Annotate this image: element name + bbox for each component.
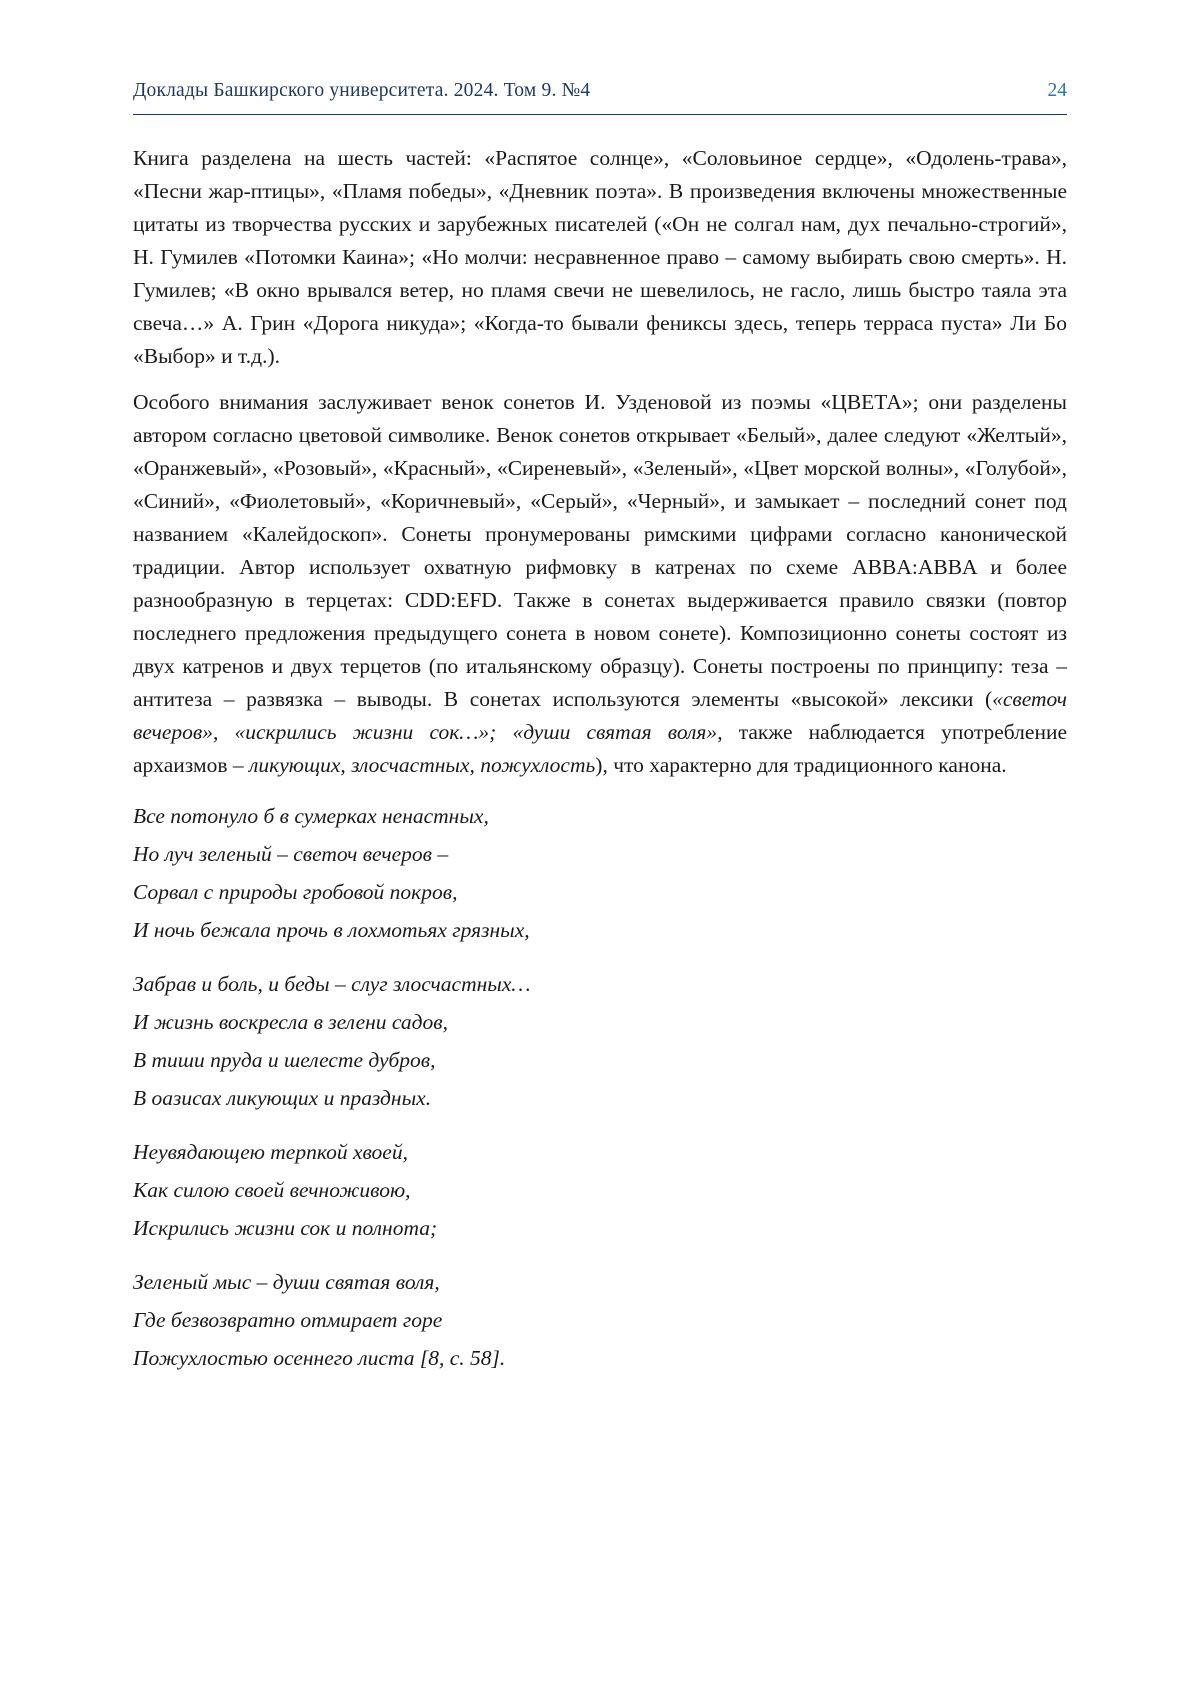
poem-line: Искрились жизни сок и полнота; [133,1216,438,1240]
poem-stanza [133,1263,1067,1377]
poem-line: Где безвозвратно отмирает горе [133,1308,443,1332]
poem-line: В оазисах ликующих и праздных. [133,1086,432,1110]
poem-line: И ночь бежала прочь в лохмотьях грязных, [133,918,530,942]
poem-line: Все потонуло б в сумерках ненастных, [133,804,489,828]
page-body [133,115,1067,1377]
text-run: , также наблюдается употребление архаизмов – [133,720,1067,777]
emphasis-text: «светоч вечеров», «искрились жизни сок…»; «души святая воля» [133,687,1067,744]
text-run: Особого внимания заслуживает венок сонетов И. Узденовой из поэмы «ЦВЕТА»; они разделены автором согласно цветовой символике. Венок сонетов открывает «Белый», далее следуют «Желтый», «Оранжевый», «Розовый», «Красный», «Сиреневый», «Зеленый», «Цвет морской волны», «Голубой», «Синий», «Фиолетовый», «Коричневый», «Серый», «Черный», и замыкает – последний сонет под названием «Калейдоскоп». Сонеты пронумерованы римскими цифрами согласно канонической традиции. Автор использует охватную рифмовку в катренах по схеме ABBA:ABBA и более разнообразную в терцетах: CDD:EFD. Также в сонетах выдерживается правило связки (повтор последнего предложения предыдущего сонета в новом сонете). Композиционно сонеты состоят из двух катренов и двух терцетов (по итальянскому образцу). Сонеты построены по принципу: теза – антитеза – развязка – выводы. В сонетах используются элементы «высокой» лексики ( [133,390,1067,711]
poem-line: Забрав и боль, и беды – слуг злосчастных… [133,972,531,996]
emphasis-text: ликующих, злосчастных, пожухлость [249,753,596,777]
poem-line: Неувядающею терпкой хвоей, [133,1140,408,1164]
poem-line: Но луч зеленый – светоч вечеров – [133,842,449,866]
poem-line: Пожухлостью осеннего листа [8, с. 58]. [133,1346,506,1370]
poem [133,797,1067,1377]
paragraph-sonnets [133,386,1067,782]
poem-line: И жизнь воскресла в зелени садов, [133,1010,448,1034]
poem-stanza [133,797,1067,949]
page-number: 24 [1047,80,1067,101]
poem-line: Как силою своей вечноживою, [133,1178,411,1202]
page-header [133,80,1067,115]
journal-title: Доклады Башкирского университета. 2024. Том 9. №4 [133,80,591,101]
poem-stanza [133,965,1067,1117]
paragraph-book-parts: Книга разделена на шесть частей: «Распятое солнце», «Соловьиное сердце», «Одолень-трава», «Песни жар-птицы», «Пламя победы», «Дневник поэта». В произведения включены множественные цитаты из творчества русских и зарубежных писателей («Он не солгал нам, дух печально-строгий», Н. Гумилев «Потомки Каина»; «Но молчи: несравненное право – самому выбирать свою смерть». Н. Гумилев; «В окно врывался ветер, но пламя свечи не шевелилось, не гасло, лишь быстро таяла эта свеча…» А. Грин «Дорога никуда»; «Когда-то бывали фениксы здесь, теперь терраса пуста» Ли Бо «Выбор» и т.д.). [133,146,1067,368]
poem-line: В тиши пруда и шелесте дубров, [133,1048,436,1072]
poem-line: Сорвал с природы гробовой покров, [133,880,458,904]
poem-stanza [133,1133,1067,1247]
text-run: ), что характерно для традиционного канона. [595,753,1007,777]
poem-line: Зеленый мыс – души святая воля, [133,1270,440,1294]
